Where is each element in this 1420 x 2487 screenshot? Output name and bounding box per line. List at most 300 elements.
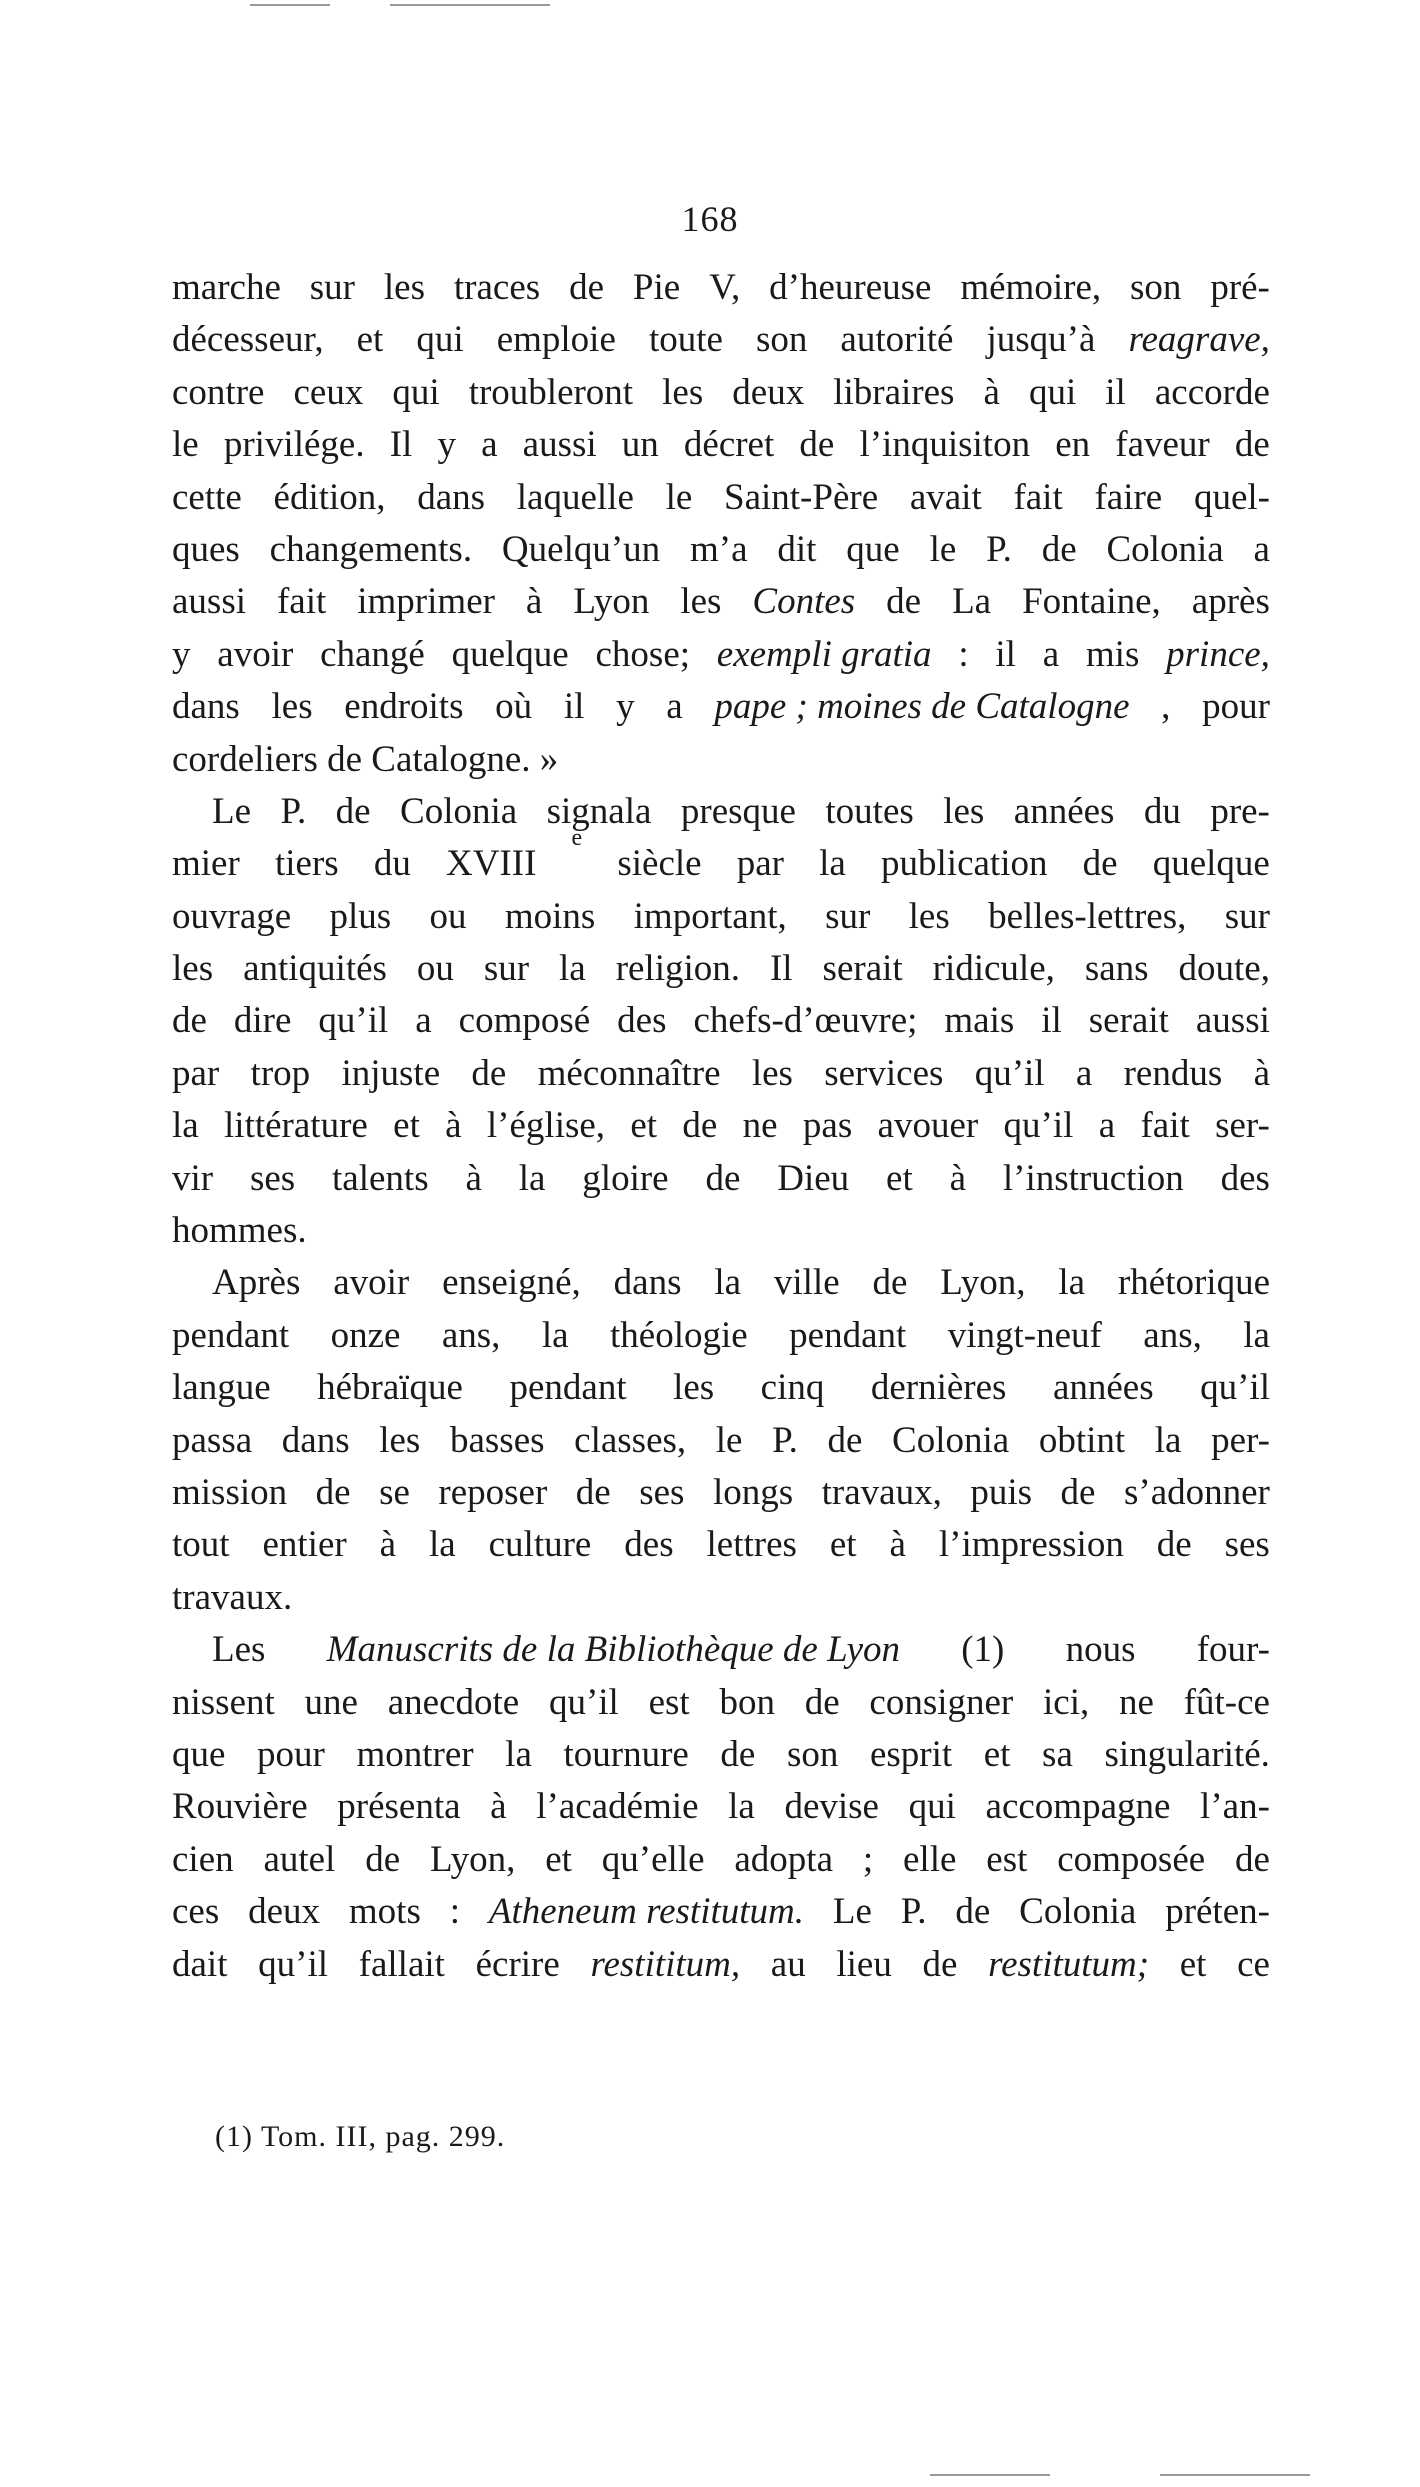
text-line [172, 1519, 1270, 1571]
word: qui [908, 1786, 956, 1828]
word: par [172, 1052, 220, 1094]
word: il [1041, 1000, 1062, 1042]
footnote: (1) Tom. III, pag. 299. [215, 2120, 506, 2153]
word: four- [1196, 1629, 1270, 1671]
word: à [525, 581, 543, 623]
word: fût-ce [1183, 1681, 1270, 1723]
word: la [429, 1524, 456, 1566]
text-line [172, 1572, 1270, 1624]
word: mais [944, 1000, 1015, 1042]
word: ser- [1215, 1105, 1270, 1147]
word: moins [504, 895, 596, 937]
word: sa [1042, 1733, 1073, 1775]
word: le [715, 1419, 743, 1461]
word: onze [330, 1314, 401, 1356]
word: et [829, 1524, 857, 1566]
word: toute [648, 319, 723, 361]
text-line [172, 786, 1270, 838]
word: cien [172, 1838, 234, 1880]
word: pour [257, 1733, 325, 1775]
word: une [304, 1681, 358, 1723]
word: qu’il [318, 1000, 389, 1042]
word: accompagne [985, 1786, 1171, 1828]
word: anecdote [387, 1681, 520, 1723]
word: au [770, 1943, 806, 1985]
word: qu’il [1200, 1367, 1270, 1409]
word: il [1105, 371, 1126, 413]
word: faire [1094, 476, 1163, 518]
text-line [172, 1362, 1270, 1414]
word: La [952, 581, 992, 623]
word: tournure [563, 1733, 689, 1775]
word: Quelqu’un [501, 528, 661, 570]
word: l’an- [1200, 1786, 1270, 1828]
word: qui [416, 319, 464, 361]
word: ces [172, 1891, 220, 1933]
word: qu’il [548, 1681, 619, 1723]
word: théologie [610, 1314, 748, 1356]
word: a [1098, 1105, 1116, 1147]
word: du [1143, 790, 1181, 832]
word: le [172, 424, 199, 466]
word: Lyon, [940, 1262, 1026, 1304]
text-line [172, 734, 1270, 786]
word: imprimer [357, 581, 495, 623]
text-line [172, 262, 1270, 314]
text-line [172, 314, 1270, 366]
text-line [172, 1257, 1270, 1309]
text-line [172, 524, 1270, 576]
word: : [449, 1891, 461, 1933]
word: longs [712, 1471, 794, 1513]
word: fallait [358, 1943, 445, 1985]
word: deux [248, 1891, 321, 1933]
text-line [172, 825, 1270, 890]
text-line [172, 1886, 1270, 1938]
word: se [379, 1471, 410, 1513]
word: a [481, 424, 498, 466]
word: de [365, 1838, 401, 1880]
text-line [172, 1834, 1270, 1886]
word: méconnaître [537, 1052, 721, 1094]
word: les [943, 790, 985, 832]
word: à [445, 1105, 462, 1147]
word: ridicule, [932, 948, 1055, 990]
word: Saint-Père [724, 476, 879, 518]
word: antiquités [243, 948, 387, 990]
word: ne [1118, 1681, 1154, 1723]
text-line [172, 472, 1270, 524]
word: jusqu’à [986, 319, 1096, 361]
text-line [172, 1048, 1270, 1100]
word: la [172, 1105, 199, 1147]
word: est [986, 1838, 1028, 1880]
word: présenta [337, 1786, 461, 1828]
word: important, [633, 895, 787, 937]
word: années [1013, 790, 1115, 832]
body-text [172, 262, 1270, 1991]
word: quelque [1152, 843, 1270, 885]
word: P. [900, 1891, 927, 1933]
word: l’impression [938, 1524, 1124, 1566]
word: serait [822, 948, 903, 990]
italic-text: Atheneum restitutum. [488, 1891, 805, 1933]
word: P. [280, 790, 307, 832]
word: après [1191, 581, 1270, 623]
word: mis [1085, 633, 1140, 675]
word: accorde [1154, 371, 1270, 413]
word: pas [802, 1105, 853, 1147]
word: changé [320, 633, 425, 675]
word: les [908, 895, 950, 937]
word: rhétorique [1117, 1262, 1270, 1304]
word: montrer [356, 1733, 474, 1775]
word: (1) [961, 1629, 1005, 1671]
word: de [872, 1262, 908, 1304]
text-line [172, 1467, 1270, 1519]
word: fait [276, 581, 327, 623]
word: de [335, 790, 371, 832]
word: les [680, 581, 722, 623]
word: fait [1013, 476, 1063, 518]
word: ses [249, 1157, 296, 1199]
word: de [471, 1052, 507, 1094]
word: et [886, 1157, 913, 1199]
word: de [682, 1105, 718, 1147]
word: mémoire, [960, 267, 1102, 308]
word: libraires [833, 371, 955, 413]
word: son [755, 319, 808, 361]
word: gloire [582, 1157, 669, 1199]
superscript-text: e [571, 825, 583, 852]
word: la [559, 948, 586, 990]
word: de [1041, 528, 1077, 570]
word: de [720, 1733, 756, 1775]
text-line [172, 1153, 1270, 1205]
word: Fontaine, [1022, 581, 1161, 623]
word: à [949, 1157, 966, 1199]
word: les [751, 1052, 793, 1094]
word: serait [1088, 1000, 1169, 1042]
word: et [545, 1838, 572, 1880]
word: l’instruction [1002, 1157, 1184, 1199]
word: les [271, 686, 313, 728]
word: le [665, 476, 693, 518]
word: vir [172, 1157, 214, 1199]
word: où [495, 686, 533, 728]
word: dernières [870, 1367, 1007, 1409]
word: préten- [1165, 1891, 1270, 1933]
word: dit [777, 528, 817, 570]
word: Pie [632, 267, 681, 308]
word: la [1243, 1314, 1270, 1356]
word: laquelle [516, 476, 634, 518]
word: traces [453, 267, 541, 308]
text-span: hommes. [172, 1210, 307, 1252]
word: et [1179, 1943, 1207, 1985]
word: entier [262, 1524, 347, 1566]
text-line [172, 943, 1270, 995]
word: a [666, 686, 683, 728]
word: de [1060, 1471, 1096, 1513]
word: a [1253, 528, 1270, 570]
word: Après [212, 1262, 301, 1304]
italic-text: reagrave, [1128, 319, 1270, 361]
text-line [172, 1205, 1270, 1257]
word: cinq [760, 1367, 825, 1409]
word: de [575, 1471, 611, 1513]
word: à [379, 1524, 397, 1566]
word: sur [309, 267, 355, 308]
word: à [465, 1157, 482, 1199]
word: quel- [1193, 476, 1270, 518]
word: presque [680, 790, 796, 832]
word: quelque [451, 633, 569, 675]
word: Colonia [892, 1419, 1010, 1461]
word: pendant [789, 1314, 907, 1356]
word: y [437, 424, 456, 466]
word: Il [769, 948, 793, 990]
word: avouer [877, 1105, 979, 1147]
word: privilége. [223, 424, 365, 466]
text-line [172, 1677, 1270, 1729]
word: en [1055, 424, 1091, 466]
text-span: travaux. [172, 1576, 293, 1618]
word: son [786, 1733, 839, 1775]
word: et [983, 1733, 1011, 1775]
word: cette [172, 476, 242, 518]
word: mission [172, 1471, 288, 1513]
word: pendant [172, 1314, 290, 1356]
word: ans, [1143, 1314, 1202, 1356]
word: toutes [825, 790, 914, 832]
word: ou [416, 948, 454, 990]
word: reposer [438, 1471, 548, 1513]
italic-text: Manuscrits de la Bibliothèque de Lyon [326, 1629, 900, 1671]
word: sur [483, 948, 530, 990]
word: Rouvière [172, 1786, 308, 1828]
word: ses [1224, 1524, 1270, 1566]
word: à [983, 371, 1000, 413]
word: est [648, 1681, 690, 1723]
word: s’adonner [1123, 1471, 1270, 1513]
word: la [505, 1733, 532, 1775]
word: littérature [224, 1105, 368, 1147]
text-line [172, 995, 1270, 1047]
word: Il [389, 424, 413, 466]
word: qu’elle [601, 1838, 705, 1880]
word: doute, [1178, 948, 1270, 990]
word: singularité. [1104, 1733, 1270, 1775]
word: classes, [574, 1419, 687, 1461]
word: que [846, 528, 900, 570]
word: bon [719, 1681, 775, 1723]
word: d’heureuse [769, 267, 932, 308]
text-line [172, 629, 1270, 681]
word: lieu [836, 1943, 892, 1985]
word: a [415, 1000, 432, 1042]
word: enseigné, [442, 1262, 581, 1304]
word: la [819, 843, 846, 885]
word: qu’il [974, 1052, 1045, 1094]
word: édition, [273, 476, 386, 518]
word: les [673, 1367, 715, 1409]
word: de [1234, 424, 1270, 466]
word: ouvrage [172, 895, 292, 937]
text-line [172, 576, 1270, 628]
word: dans [613, 1262, 682, 1304]
word: religion. [615, 948, 741, 990]
word: y [616, 686, 635, 728]
word: plus [329, 895, 392, 937]
word: écrire [475, 1943, 560, 1985]
word: ici, [1043, 1681, 1090, 1723]
word: de [799, 424, 835, 466]
word: travaux, [821, 1471, 942, 1513]
text-line [172, 1781, 1270, 1833]
page-number: 168 [681, 199, 739, 239]
word: et [356, 319, 384, 361]
word: mots [348, 1891, 421, 1933]
word: belles-lettres, [988, 895, 1187, 937]
word: pour [1202, 686, 1270, 728]
italic-text: exempli gratia [716, 633, 932, 675]
word: passa [172, 1419, 253, 1461]
word: Lyon [573, 581, 650, 623]
word: de [1235, 1838, 1270, 1880]
word: ou [429, 895, 467, 937]
word: siècle [617, 843, 702, 885]
word: mier [172, 843, 240, 885]
word: de [886, 581, 922, 623]
word: signala [546, 790, 652, 832]
text-line [172, 367, 1270, 419]
scan-artifact-top-2 [390, 4, 550, 6]
word: l’inquisiton [859, 424, 1031, 466]
word: par [736, 843, 784, 885]
word: Le [212, 790, 252, 832]
word: puis [970, 1471, 1033, 1513]
word: endroits [344, 686, 464, 728]
word: la [728, 1786, 755, 1828]
text-span: cordeliers de Catalogne. » [172, 738, 559, 780]
word: des [617, 1000, 667, 1042]
word: de [922, 1943, 958, 1985]
word: elle [903, 1838, 957, 1880]
text-line [172, 1729, 1270, 1781]
word: de [955, 1891, 991, 1933]
word: avoir [333, 1262, 410, 1304]
word: des [624, 1524, 674, 1566]
scan-artifact-top [250, 4, 330, 6]
word: ceux [293, 371, 364, 413]
word: les [172, 948, 214, 990]
word: les [383, 267, 425, 308]
word: de [315, 1471, 351, 1513]
word: : [958, 633, 969, 675]
italic-text: restitutum; [988, 1943, 1150, 1985]
word: un [621, 424, 659, 466]
text-line [172, 1100, 1270, 1152]
text-line [172, 891, 1270, 943]
italic-text: prince, [1166, 633, 1270, 675]
word: contre [172, 371, 265, 413]
word: faveur [1115, 424, 1210, 466]
word: la [1058, 1262, 1086, 1304]
word: qui [392, 371, 440, 413]
word: basses [449, 1419, 545, 1461]
word: hébraïque [317, 1367, 463, 1409]
word: aussi [172, 581, 246, 623]
scan-artifact-bottom [930, 2474, 1050, 2476]
word: chefs-d’œuvre; [693, 1000, 918, 1042]
word: son [1130, 267, 1182, 308]
text-line [172, 419, 1270, 471]
word: de [1082, 843, 1118, 885]
word: adopta [734, 1838, 833, 1880]
word: l’académie [536, 1786, 699, 1828]
word: vingt-neuf [947, 1314, 1102, 1356]
word: lettres [706, 1524, 797, 1566]
word: la [541, 1314, 569, 1356]
word: décesseur, [172, 319, 324, 361]
word: tout [172, 1524, 230, 1566]
word: avait [909, 476, 982, 518]
word: il [995, 633, 1016, 675]
word: à [889, 1524, 906, 1566]
word: nous [1065, 1629, 1136, 1671]
word: la [714, 1262, 742, 1304]
italic-text: restititum, [590, 1943, 741, 1985]
word: dans [172, 686, 240, 728]
word: sans [1084, 948, 1149, 990]
scan-artifact-bottom-2 [1160, 2474, 1310, 2476]
word: culture [488, 1524, 592, 1566]
word: emploie [496, 319, 616, 361]
word: à [1253, 1052, 1270, 1094]
word: ville [773, 1262, 840, 1304]
word: années [1052, 1367, 1154, 1409]
word: V, [709, 267, 741, 308]
word: nissent [172, 1681, 275, 1723]
word: l’église, [486, 1105, 606, 1147]
word: consigner [869, 1681, 1014, 1723]
word: Lyon, [430, 1838, 516, 1880]
word: aussi [522, 424, 597, 466]
word: la [518, 1157, 546, 1199]
word: sur [825, 895, 871, 937]
word: de [569, 267, 604, 308]
word: Colonia [1019, 1891, 1137, 1933]
word: de [827, 1419, 863, 1461]
word: la [1154, 1419, 1182, 1461]
word: Colonia [1106, 528, 1224, 570]
word: pré- [1210, 267, 1270, 308]
text-line [172, 681, 1270, 733]
word: le [929, 528, 957, 570]
word: sur [1224, 895, 1270, 937]
word: P. [772, 1419, 798, 1461]
word: changements. [269, 528, 473, 570]
word: de [804, 1681, 840, 1723]
word: les [662, 371, 704, 413]
word: a [1042, 633, 1060, 675]
word: m’a [690, 528, 748, 570]
word: tiers [274, 843, 339, 885]
word: esprit [869, 1733, 953, 1775]
word: que [172, 1733, 226, 1775]
word: ses [639, 1471, 685, 1513]
